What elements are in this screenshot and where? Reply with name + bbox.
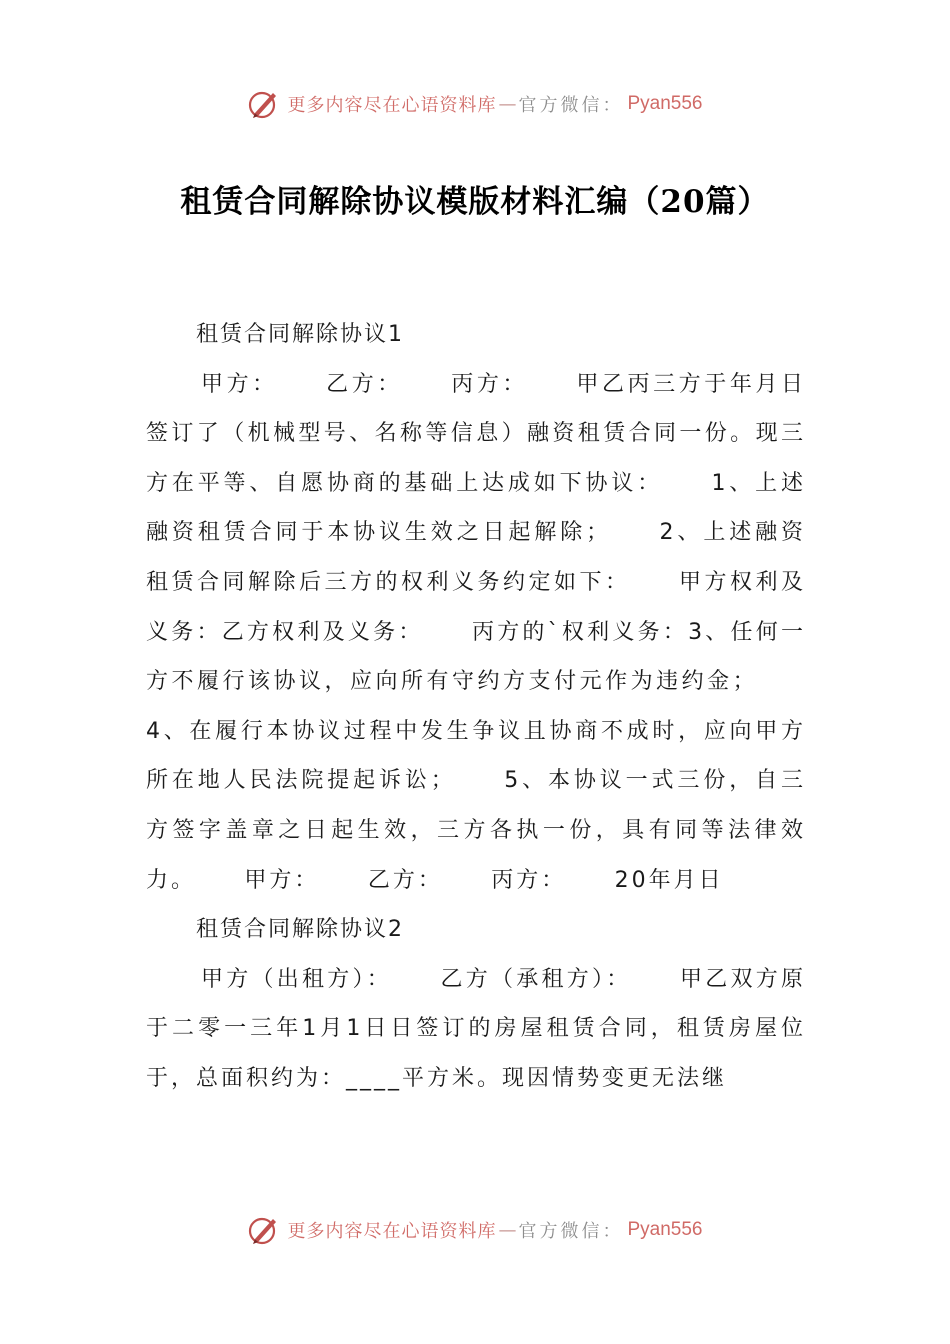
clause-1: 1、上述融资租赁合同于本协议生效之日起解除； xyxy=(146,470,806,546)
banner-text: 更多内容尽在心语资料库 xyxy=(287,95,497,116)
lessor-label: 甲方（出租方）： xyxy=(201,966,393,992)
header-banner xyxy=(0,82,950,126)
clause-4: 4、在履行本协议过程中发生争议且协商不成时，应向甲方所在地人民法院提起诉讼； xyxy=(146,718,806,794)
pen-logo-icon xyxy=(247,87,281,121)
document-body xyxy=(146,310,806,1104)
sign-date: 20年月日 xyxy=(614,867,724,893)
banner-wechat-label: 官方微信： xyxy=(518,1221,624,1242)
party-c-label: 丙方： xyxy=(451,371,528,397)
banner-wechat-label: 官方微信： xyxy=(518,95,624,116)
rights-a-b: 甲方权利及义务：乙方权利及义务： xyxy=(146,569,806,645)
clause-3: 丙方的`权利义务：3、任何一方不履行该协议，应向所有守约方支付元作为违约金； xyxy=(146,619,806,695)
clause-intro: 甲乙丙三方于年月日签订了（机械型号、名称等信息）融资租赁合同一份。现三方在平等、自愿协商的基础上达成如下协议： xyxy=(146,371,806,496)
section-1-paragraph xyxy=(146,360,806,906)
lessee-label: 乙方（承租方）： xyxy=(440,966,632,992)
clause-2: 2、上述融资租赁合同解除后三方的权利义务约定如下： xyxy=(146,520,806,595)
document-title: 租赁合同解除协议模版材料汇编（20篇） xyxy=(180,184,770,220)
sign-party-b: 乙方： xyxy=(367,867,443,893)
banner-wechat-id: Pyan556 xyxy=(627,1219,703,1240)
sign-party-c: 丙方： xyxy=(491,867,567,893)
sign-party-a: 甲方： xyxy=(244,867,320,893)
banner-text: 更多内容尽在心语资料库 xyxy=(287,1221,497,1242)
lease-intro: 甲乙双方原于二零一三年1月1日日签订的房屋租赁合同，租赁房屋位于，总面积约为：____平方米。现因情势变更无法继 xyxy=(146,966,806,1091)
section-heading-1: 租赁合同解除协议1 xyxy=(196,322,404,347)
banner-dash: — xyxy=(498,93,517,115)
footer-banner xyxy=(0,1208,950,1252)
section-heading-2: 租赁合同解除协议2 xyxy=(196,917,404,943)
clause-5: 5、本协议一式三份，自三方签字盖章之日起生效，三方各执一份，具有同等法律效力。 xyxy=(146,768,806,893)
banner-dash: — xyxy=(498,1219,517,1241)
party-b-label: 乙方： xyxy=(326,371,403,397)
pen-logo-icon xyxy=(247,1213,281,1247)
party-a-label: 甲方： xyxy=(201,371,278,397)
section-2-paragraph xyxy=(146,955,806,1104)
banner-wechat-id: Pyan556 xyxy=(627,93,703,114)
